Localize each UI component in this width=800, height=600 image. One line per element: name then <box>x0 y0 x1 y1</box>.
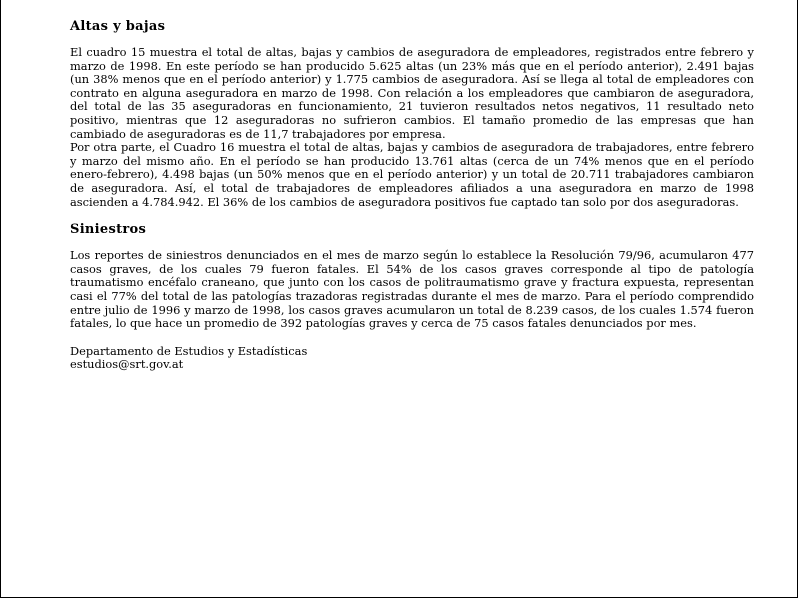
paragraph-altas-bajas-1: El cuadro 15 muestra el total de altas, bajas y cambios de aseguradora de empleadores, registrados entre febrero y marzo de 1998. En este período se han producido 5.625 altas (un 23% más que en el período anterior), 2.491 bajas (un 38% menos que en el período anterior) y 1.775 cambios de aseguradora. Así se llega al total de empleadores con contrato en alguna aseguradora en marzo de 1998. Con relación a los empleadores que cambiaron de aseguradora, del total de las 35 aseguradoras en funcionamiento, 21 tuvieron resultados netos negativos, 11 resultado neto positivo, mientras que 12 aseguradoras no sufrieron cambios. El tamaño promedio de las empresas que han cambiado de aseguradoras es de 11,7 trabajadores por empresa. <box>70 45 754 141</box>
section-heading-siniestros: Siniestros <box>70 222 147 238</box>
contact-email: estudios@srt.gov.at <box>70 357 184 372</box>
signature-block <box>70 345 754 372</box>
section-heading-altas-bajas: Altas y bajas <box>70 19 166 34</box>
document-content <box>70 18 754 372</box>
paragraph-siniestros-1: Los reportes de siniestros denunciados en el mes de marzo según lo establece la Resolución 79/96, acumularon 477 casos graves, de los cuales 79 fueron fatales. El 54% de los casos graves corresponde al tipo de patología traumatismo encéfalo craneano, que junto con los casos de politraumatismo grave y fractura expuesta, representan casi el 77% del total de las patologías trazadoras registradas durante el mes de marzo. Para el período comprendido entre julio de 1996 y marzo de 1998, los casos graves acumularon un total de 8.239 casos, de los cuales 1.574 fueron fatales, lo que hace un promedio de 392 patologías graves y cerca de 75 casos fatales denunciados por mes. <box>70 248 754 331</box>
paragraph-altas-bajas-2: Por otra parte, el Cuadro 16 muestra el total de altas, bajas y cambios de aseguradora de trabajadores, entre febrero y marzo del mismo año. En el período se han producido 13.761 altas (cerca de un 74% menos que en el período enero-febrero), 4.498 bajas (un 50% menos que en el período anterior) y un total de 20.711 trabajadores cambiaron de aseguradora. Así, el total de trabajadores de empleadores afiliados a una aseguradora en marzo de 1998 ascienden a 4.784.942. El 36% de los cambios de aseguradora positivos fue captado tan solo por dos aseguradoras. <box>70 140 754 209</box>
department-name: Departamento de Estudios y Estadísticas <box>70 343 308 358</box>
